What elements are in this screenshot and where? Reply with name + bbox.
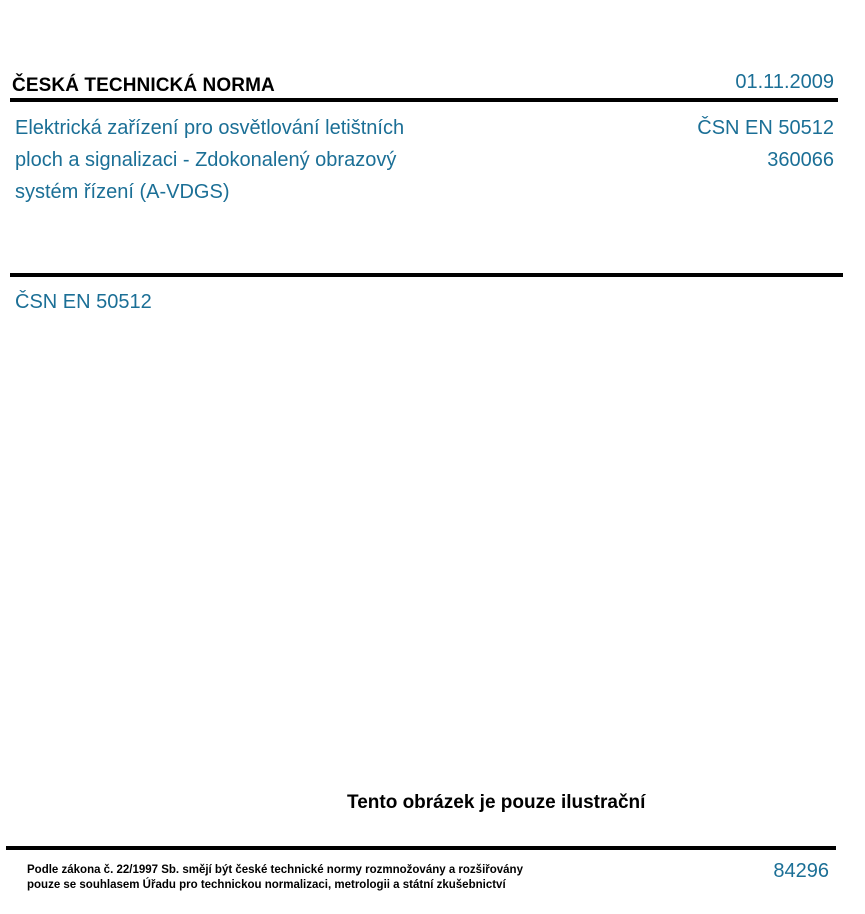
- catalog-number: 84296: [773, 860, 829, 882]
- title-divider: [10, 273, 843, 277]
- standard-designation: ČSN EN 50512: [697, 117, 834, 139]
- standard-title-line-2: ploch a signalizaci - Zdokonalený obrazový: [15, 149, 397, 171]
- standard-title-line-1: Elektrická zařízení pro osvětlování letištních: [15, 117, 405, 139]
- classification-number: 360066: [767, 149, 834, 171]
- legal-notice-line-2: pouze se souhlasem Úřadu pro technickou normalizaci, metrologii a státní zkušebnictví: [27, 879, 506, 891]
- header-divider: [10, 98, 838, 102]
- document-type-title: ČESKÁ TECHNICKÁ NORMA: [12, 75, 275, 96]
- publication-date: 01.11.2009: [735, 71, 834, 93]
- legal-notice-line-1: Podle zákona č. 22/1997 Sb. smějí být české technické normy rozmnožovány a rozšiřovány: [27, 864, 523, 876]
- standard-title-line-3: systém řízení (A-VDGS): [15, 181, 230, 203]
- footer-divider: [6, 846, 836, 850]
- body-designation: ČSN EN 50512: [15, 291, 152, 313]
- illustration-note: Tento obrázek je pouze ilustrační: [347, 792, 646, 813]
